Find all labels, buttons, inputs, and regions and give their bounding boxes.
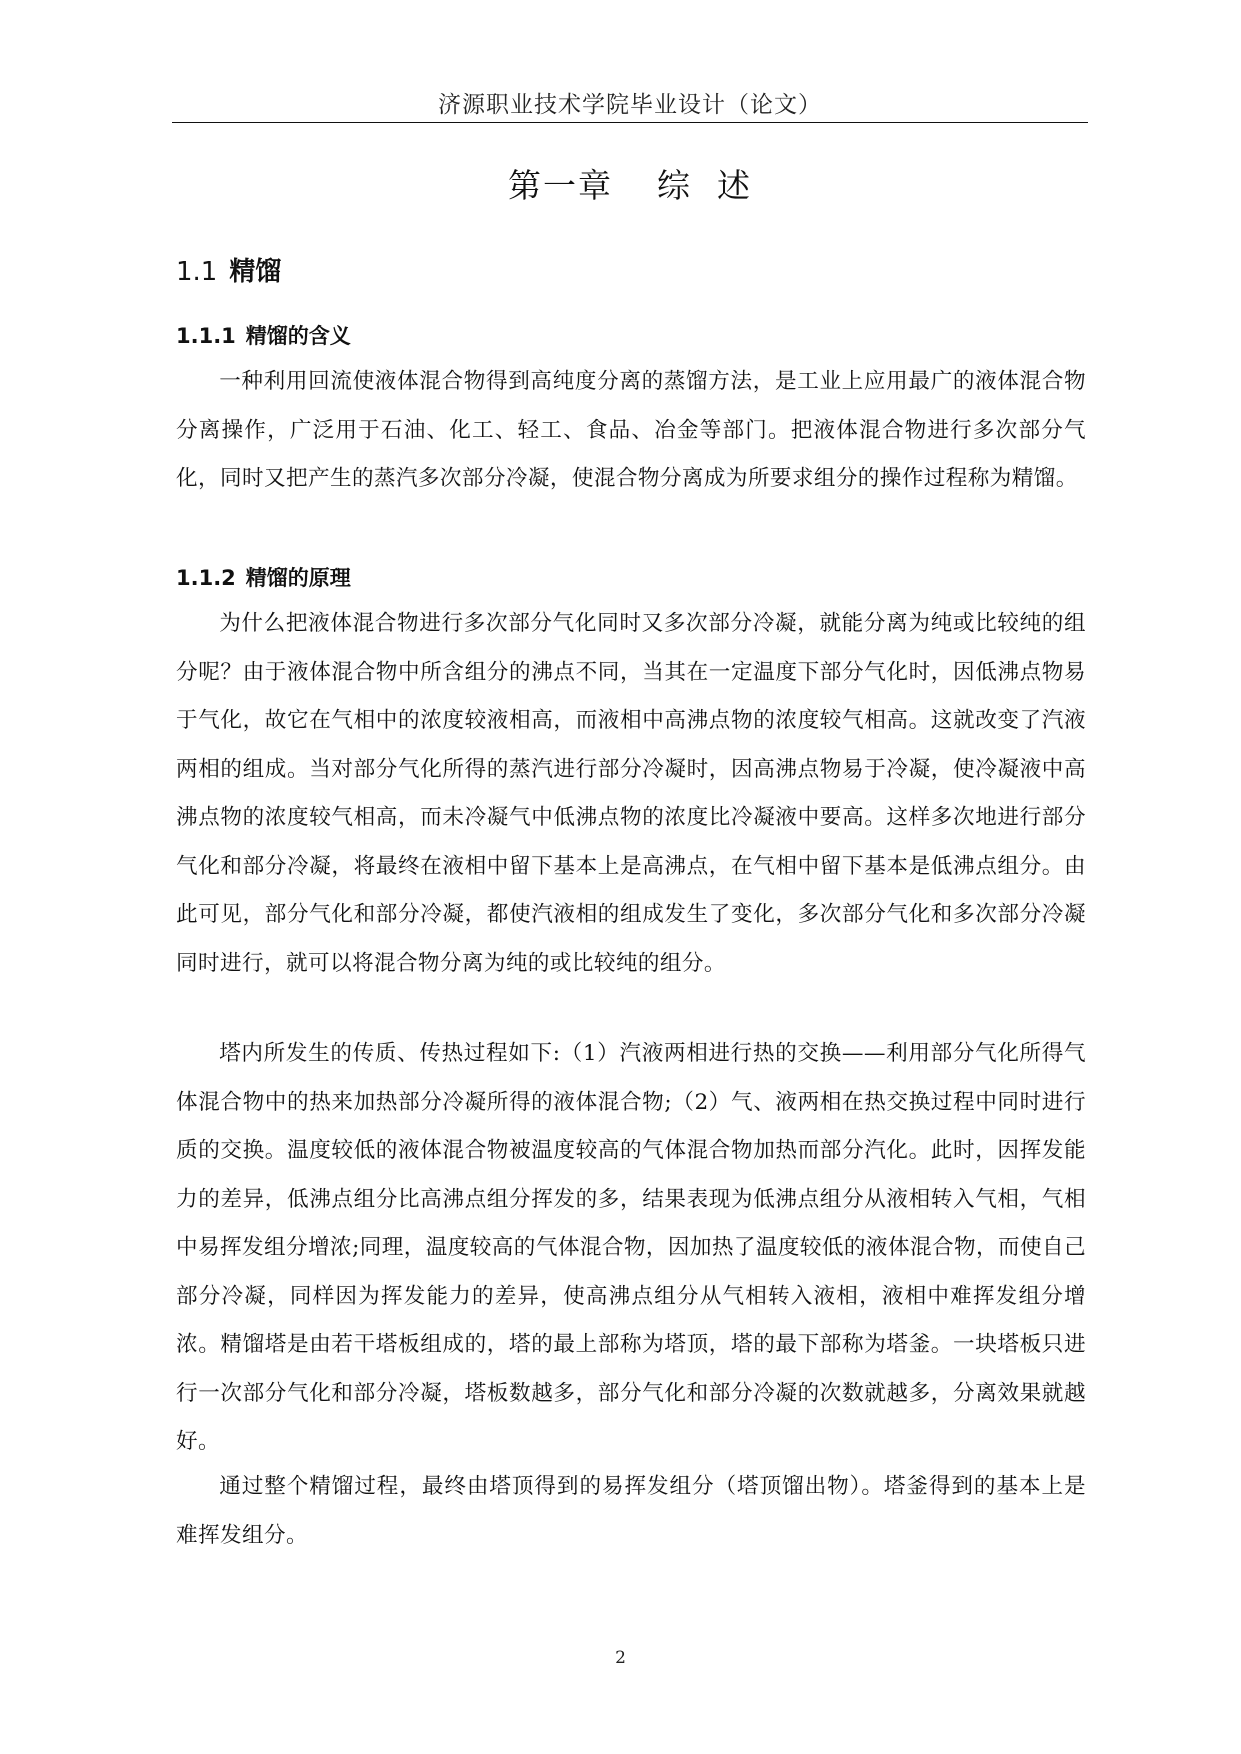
paragraph-conclusion: 通过整个精馏过程，最终由塔顶得到的易挥发组分（塔顶馏出物）。塔釜得到的基本上是难挥发组分。 — [176, 1474, 1086, 1548]
running-header: 济源职业技术学院毕业设计（论文） — [438, 92, 822, 118]
subsection-title: 精馏的含义 — [245, 324, 351, 348]
page-number: 2 — [615, 1648, 626, 1668]
paragraph-principle: 为什么把液体混合物进行多次部分气化同时又多次部分冷凝，就能分离为纯或比较纯的组分呢？由于液体混合物中所含组分的沸点不同，当其在一定温度下部分气化时，因低沸点物易于气化，故它在气相中的浓度较液相高，而液相中高沸点物的浓度较气相高。这就改变了汽液两相的组成。当对部分气化所得的蒸汽进行部分冷凝时，因高沸点物易于冷凝，使冷凝液中高沸点物的浓度较气相高，而未冷凝气中低沸点物的浓度比冷凝液中要高。这样多次地进行部分气化和部分冷凝，将最终在液相中留下基本上是高沸点，在气相中留下基本是低沸点组分。由此可见，部分气化和部分冷凝，都使汽液相的组成发生了变化，多次部分气化和多次部分冷凝同时进行，就可以将混合物分离为纯的或比较纯的组分。 — [176, 611, 1086, 976]
subsection-number: 1.1.2 — [176, 566, 236, 590]
section-heading — [176, 251, 281, 288]
subsection-number: 1.1.1 — [176, 324, 236, 348]
subsection-heading-principle — [176, 562, 351, 592]
subsection-title: 精馏的原理 — [245, 566, 351, 590]
section-title: 精馏 — [229, 257, 282, 287]
paragraph-mass-heat-transfer: 塔内所发生的传质、传热过程如下:（1）汽液两相进行热的交换——利用部分气化所得气体混合物中的热来加热部分冷凝所得的液体混合物;（2）气、液两相在热交换过程中同时进行质的交换。温度较低的液体混合物被温度较高的气体混合物加热而部分汽化。此时，因挥发能力的差异，低沸点组分比高沸点组分挥发的多，结果表现为低沸点组分从液相转入气相，气相中易挥发组分增浓;同理，温度较高的气体混合物，因加热了温度较低的液体混合物，而使自己部分冷凝，同样因为挥发能力的差异，使高沸点组分从气相转入液相，液相中难挥发组分增浓。精馏塔是由若干塔板组成的，塔的最上部称为塔顶，塔的最下部称为塔釜。一块塔板只进行一次部分气化和部分冷凝，塔板数越多，部分气化和部分冷凝的次数就越多，分离效果就越好。 — [176, 1041, 1086, 1454]
chapter-name: 综 述 — [657, 166, 752, 205]
subsection-heading-meaning — [176, 320, 351, 350]
paragraph-definition: 一种利用回流使液体混合物得到高纯度分离的蒸馏方法，是工业上应用最广的液体混合物分离操作，广泛用于石油、化工、轻工、食品、冶金等部门。把液体混合物进行多次部分气化，同时又把产生的蒸汽多次部分冷凝，使混合物分离成为所要求组分的操作过程称为精馏。 — [176, 369, 1086, 491]
section-number: 1.1 — [176, 257, 218, 287]
header-rule — [172, 122, 1088, 123]
chapter-title — [172, 160, 1088, 207]
chapter-number: 第一章 — [508, 166, 613, 205]
